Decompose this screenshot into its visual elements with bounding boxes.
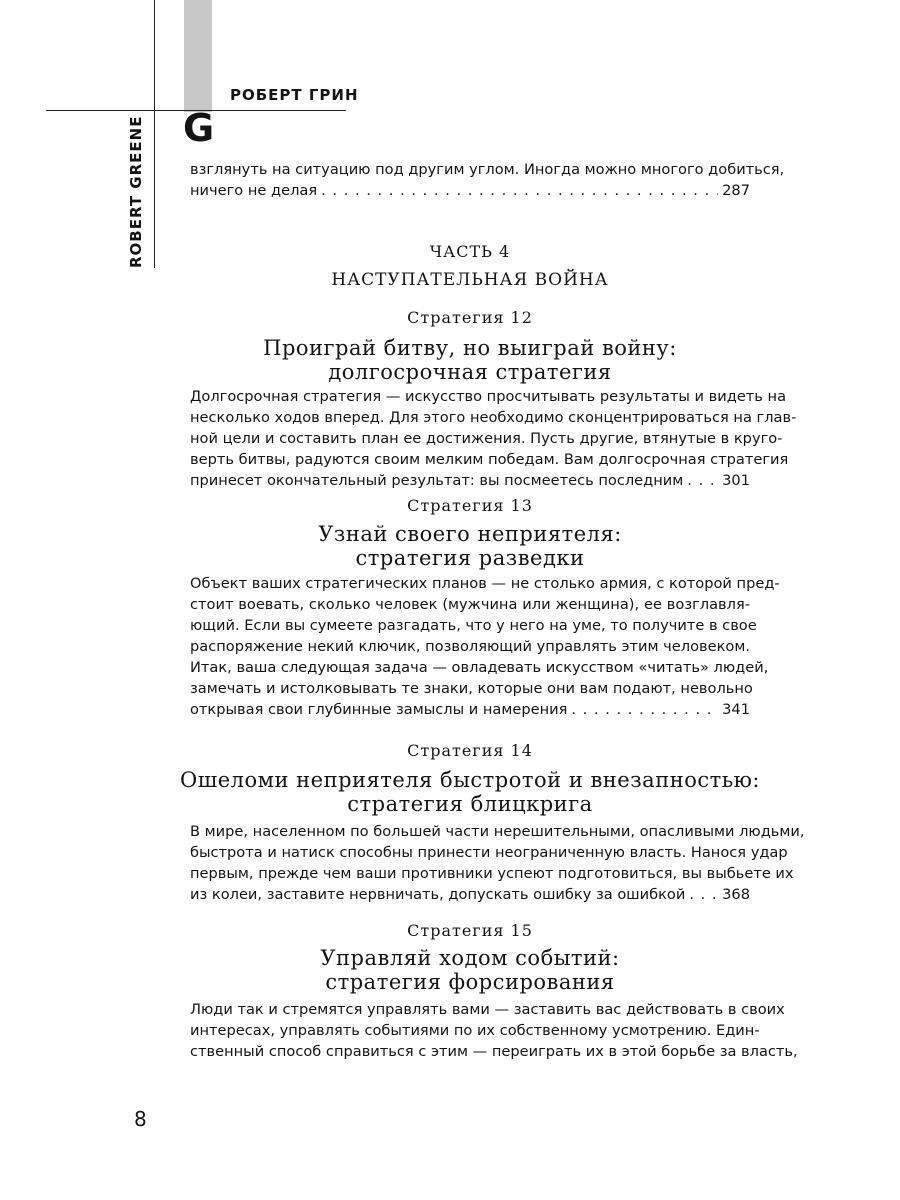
strategy-title-line: стратегия форсирования bbox=[325, 970, 615, 994]
toc-entry-text: ничего не делая bbox=[190, 182, 318, 199]
dot-leader bbox=[687, 470, 718, 491]
running-head-title: РОБЕРТ ГРИН bbox=[230, 86, 359, 104]
toc-page-number: 368 bbox=[722, 886, 750, 903]
text-line: несколько ходов вперед. Для этого необходимо сконцентрироваться на глав- bbox=[190, 409, 797, 426]
toc-entry bbox=[190, 470, 750, 491]
dot-leader bbox=[689, 884, 718, 905]
toc-entry-text: принесет окончательный результат: вы посмеетесь последним bbox=[190, 472, 684, 489]
text-line: ственный способ справиться с этим — переиграть их в этой борьбе за власть, bbox=[190, 1043, 798, 1060]
logo-letter: G bbox=[183, 106, 215, 150]
strategy-title-line: Узнай своего неприятеля: bbox=[318, 522, 622, 546]
toc-entry bbox=[190, 180, 750, 201]
toc-entry-text: открывая свои глубинные замыслы и намерения bbox=[190, 701, 568, 718]
page-number: 8 bbox=[134, 1107, 147, 1131]
toc-entry bbox=[190, 699, 750, 720]
toc-entry bbox=[190, 884, 750, 905]
strategy-title-line: стратегия блицкрига bbox=[347, 792, 593, 816]
strategy-label: Стратегия 13 bbox=[407, 496, 533, 515]
strategy-title-line: Управляй ходом событий: bbox=[320, 946, 620, 970]
strategy-label: Стратегия 14 bbox=[407, 741, 533, 760]
part-title: НАСТУПАТЕЛЬНАЯ ВОЙНА bbox=[331, 270, 609, 290]
strategy-title bbox=[150, 522, 790, 570]
header-gray-bar bbox=[184, 0, 212, 112]
strategy-description bbox=[190, 821, 805, 905]
strategy-label: Стратегия 12 bbox=[407, 308, 533, 327]
text-line: Люди так и стремятся управлять вами — заставить вас действовать в своих bbox=[190, 1001, 785, 1018]
text-line: взглянуть на ситуацию под другим углом. Иногда можно многого добиться, bbox=[190, 161, 785, 178]
text-line: ной цели и составить план ее достижения. Пусть другие, втянутые в круго- bbox=[190, 430, 783, 447]
text-line: Объект ваших стратегических планов — не столько армия, с которой пред- bbox=[190, 575, 780, 592]
text-line: замечать и истолковывать те знаки, которые они вам подают, невольно bbox=[190, 680, 753, 697]
toc-entry-text: из колеи, заставите нервничать, допускать ошибку за ошибкой bbox=[190, 886, 686, 903]
text-line: первым, прежде чем ваши противники успеют подготовиться, вы выбьете их bbox=[190, 865, 794, 882]
text-line: Итак, ваша следующая задача — овладевать искусством «читать» людей, bbox=[190, 659, 769, 676]
strategy-description bbox=[190, 999, 798, 1062]
text-line: верть битвы, радуются своим мелким победам. Вам долгосрочная стратегия bbox=[190, 451, 789, 468]
text-line: интересах, управлять событиями по их собственному усмотрению. Един- bbox=[190, 1022, 760, 1039]
toc-page-number: 301 bbox=[722, 472, 750, 489]
text-line: быстрота и натиск способны принести неограниченную власть. Нанося удар bbox=[190, 844, 788, 861]
text-line: Долгосрочная стратегия — искусство просчитывать результаты и видеть на bbox=[190, 388, 787, 405]
strategy-label: Стратегия 15 bbox=[407, 921, 533, 940]
dot-leader bbox=[571, 699, 718, 720]
strategy-title-line: долгосрочная стратегия bbox=[328, 360, 612, 384]
strategy-title-line: Ошеломи неприятеля быстротой и внезапностью: bbox=[179, 768, 761, 792]
strategy-title bbox=[150, 768, 790, 816]
text-line: стоит воевать, сколько человек (мужчина или женщина), ее возглавля- bbox=[190, 596, 750, 613]
text-line: ющий. Если вы сумеете разгадать, что у него на уме, то получите в свое bbox=[190, 617, 757, 634]
intro-paragraph bbox=[190, 159, 785, 201]
strategy-title-line: Проиграй битву, но выиграй войну: bbox=[263, 336, 677, 360]
toc-page-number: 287 bbox=[722, 182, 750, 199]
margin-rule bbox=[154, 0, 155, 268]
strategy-title bbox=[150, 336, 790, 384]
strategy-title bbox=[150, 946, 790, 994]
toc-page-number: 341 bbox=[722, 701, 750, 718]
text-line: распоряжение некий ключик, позволяющий управлять этим человеком. bbox=[190, 638, 750, 655]
text-line: В мире, населенном по большей части нерешительными, опасливыми людьми, bbox=[190, 823, 805, 840]
part-label: ЧАСТЬ 4 bbox=[429, 242, 511, 261]
side-author-name: ROBERT GREENE bbox=[127, 115, 145, 268]
dot-leader bbox=[321, 180, 718, 201]
strategy-description bbox=[190, 573, 780, 720]
strategy-description bbox=[190, 386, 797, 491]
strategy-title-line: стратегия разведки bbox=[355, 546, 585, 570]
